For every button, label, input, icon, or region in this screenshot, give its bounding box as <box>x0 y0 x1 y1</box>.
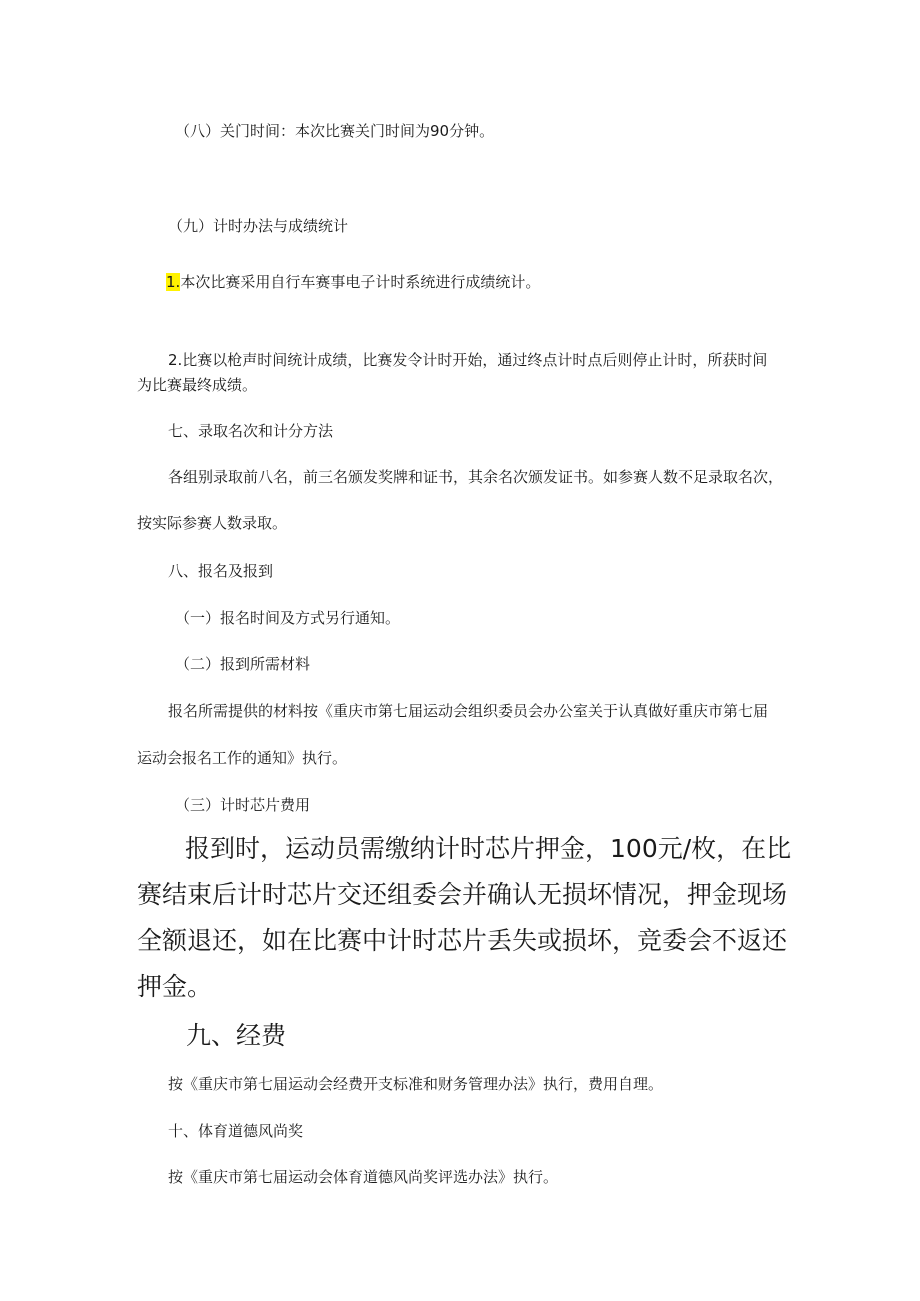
gun-time-paragraph-line-1: 2.比赛以枪声时间统计成绩，比赛发令计时开始，通过终点计时点后则停止计时，所获时间 <box>168 351 768 369</box>
materials-paragraph-line-2: 运动会报名工作的通知》执行。 <box>137 749 348 767</box>
section-nine-heading: 九、经费 <box>186 1021 287 1050</box>
sportsmanship-paragraph: 按《重庆市第七届运动会体育道德风尚奖评选办法》执行。 <box>168 1168 559 1186</box>
timing-system-paragraph <box>166 272 540 292</box>
funding-paragraph: 按《重庆市第七届运动会经费开支标准和财务管理办法》执行，费用自理。 <box>168 1075 664 1093</box>
chip-deposit-line-4: 押金。 <box>137 972 213 1001</box>
chip-deposit-paragraph <box>137 826 797 1010</box>
gun-time-paragraph-line-2: 为比赛最终成绩。 <box>137 376 258 394</box>
timing-system-text: 本次比赛采用自行车赛事电子计时系统进行成绩统计。 <box>180 273 541 291</box>
section-eight-heading: 八、报名及报到 <box>168 562 274 580</box>
chip-deposit-line-1: 报到时，运动员需缴纳计时芯片押金，100元/枚，在比 <box>185 834 792 863</box>
materials-paragraph-line-1: 报名所需提供的材料按《重庆市第七届运动会组织委员会办公室关于认真做好重庆市第七届 <box>168 702 769 720</box>
section-seven-heading: 七、录取名次和计分方法 <box>168 422 334 440</box>
required-materials-heading: （二）报到所需材料 <box>175 655 311 673</box>
timing-method-heading: （九）计时办法与成绩统计 <box>168 217 349 235</box>
ranking-paragraph-line-1: 各组别录取前八名，前三名颁发奖牌和证书，其余名次颁发证书。如参赛人数不足录取名次， <box>168 468 784 486</box>
highlighted-number: 1. <box>166 273 181 291</box>
section-ten-heading: 十、体育道德风尚奖 <box>168 1122 304 1140</box>
registration-time-paragraph: （一）报名时间及方式另行通知。 <box>175 609 401 627</box>
closing-time-paragraph: （八）关门时间：本次比赛关门时间为90分钟。 <box>175 122 495 140</box>
chip-fee-heading: （三）计时芯片费用 <box>175 796 311 814</box>
chip-deposit-line-2: 赛结束后计时芯片交还组委会并确认无损坏情况，押金现场 <box>137 880 788 909</box>
ranking-paragraph-line-2: 按实际参赛人数录取。 <box>137 514 288 532</box>
chip-deposit-line-3: 全额退还，如在比赛中计时芯片丢失或损坏，竞委会不返还 <box>137 926 788 955</box>
